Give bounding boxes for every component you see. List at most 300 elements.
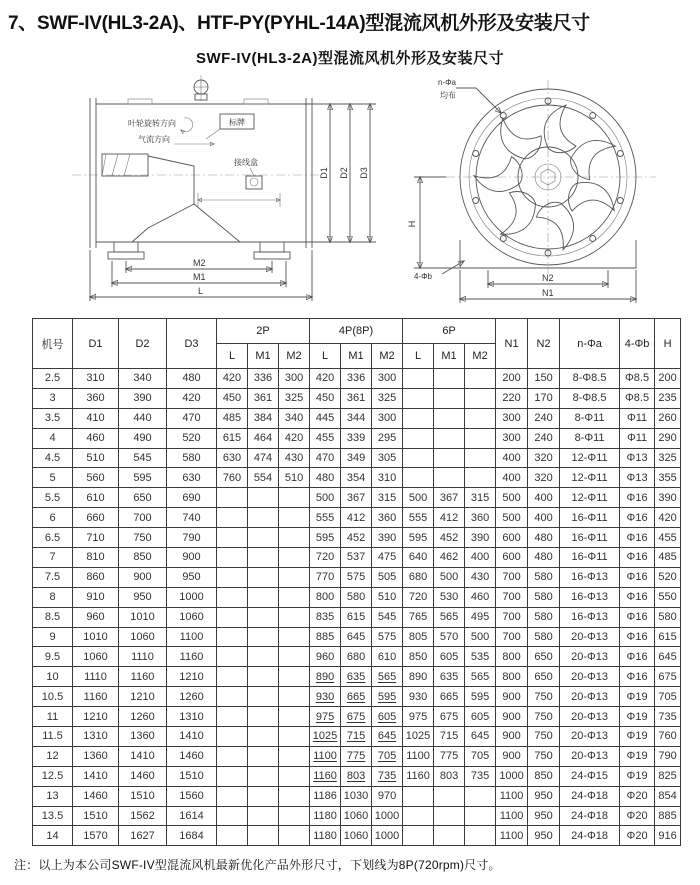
table-row bbox=[33, 369, 681, 389]
table-cell: 390 bbox=[119, 388, 167, 408]
table-cell: 545 bbox=[119, 448, 167, 468]
sub-header-m1: M1 bbox=[434, 344, 465, 369]
table-cell: 325 bbox=[279, 388, 310, 408]
table-cell bbox=[279, 508, 310, 528]
table-cell: 775 bbox=[341, 746, 372, 766]
table-cell: 300 bbox=[372, 369, 403, 389]
table-row bbox=[33, 786, 681, 806]
table-cell: 500 bbox=[496, 508, 528, 528]
table-cell: Φ20 bbox=[620, 786, 655, 806]
table-cell: 575 bbox=[341, 567, 372, 587]
table-cell: 960 bbox=[73, 607, 119, 627]
table-cell: 6.5 bbox=[33, 528, 73, 548]
table-cell: 325 bbox=[372, 388, 403, 408]
casing-outline bbox=[90, 98, 312, 248]
table-cell: Φ16 bbox=[620, 528, 655, 548]
table-cell: 315 bbox=[372, 488, 403, 508]
table-cell: 1210 bbox=[73, 707, 119, 727]
table-cell: 750 bbox=[528, 687, 560, 707]
table-cell: 410 bbox=[73, 408, 119, 428]
table-cell bbox=[217, 746, 248, 766]
table-cell: 1186 bbox=[310, 786, 341, 806]
dim-n2-label: N2 bbox=[542, 273, 554, 283]
table-cell: 200 bbox=[655, 369, 681, 389]
holes-top-leader bbox=[456, 88, 501, 113]
table-cell bbox=[248, 707, 279, 727]
table-cell: 300 bbox=[279, 369, 310, 389]
table-cell: 1160 bbox=[119, 667, 167, 687]
table-row bbox=[33, 766, 681, 786]
table-cell bbox=[434, 369, 465, 389]
table-row bbox=[33, 667, 681, 687]
table-cell bbox=[403, 408, 434, 428]
table-cell: 715 bbox=[434, 727, 465, 747]
table-cell: 615 bbox=[217, 428, 248, 448]
table-cell: 675 bbox=[341, 707, 372, 727]
table-cell: 300 bbox=[496, 408, 528, 428]
table-cell bbox=[434, 826, 465, 846]
col-header-h: H bbox=[655, 319, 681, 369]
table-cell bbox=[217, 528, 248, 548]
table-cell: 240 bbox=[528, 428, 560, 448]
table-cell: 360 bbox=[465, 508, 496, 528]
dim-m2-label: M2 bbox=[193, 258, 206, 268]
table-cell: 336 bbox=[341, 369, 372, 389]
table-row bbox=[33, 567, 681, 587]
table-cell: 735 bbox=[465, 766, 496, 786]
table-cell: 595 bbox=[119, 468, 167, 488]
table-cell: 960 bbox=[310, 647, 341, 667]
table-cell: 430 bbox=[465, 567, 496, 587]
table-cell: 580 bbox=[528, 567, 560, 587]
table-cell: 635 bbox=[434, 667, 465, 687]
table-cell: 550 bbox=[655, 587, 681, 607]
table-cell: 916 bbox=[655, 826, 681, 846]
table-cell: 665 bbox=[341, 687, 372, 707]
junction-box-label: 接线盒 bbox=[234, 158, 258, 167]
table-cell bbox=[217, 508, 248, 528]
table-cell: 20-Φ13 bbox=[560, 727, 620, 747]
table-cell: Φ19 bbox=[620, 727, 655, 747]
table-cell: 615 bbox=[655, 627, 681, 647]
table-cell: 1570 bbox=[73, 826, 119, 846]
table-cell: 474 bbox=[248, 448, 279, 468]
table-cell: 860 bbox=[73, 567, 119, 587]
table-cell bbox=[248, 806, 279, 826]
junction-box bbox=[246, 168, 262, 189]
table-cell: 16-Φ11 bbox=[560, 528, 620, 548]
table-cell: 460 bbox=[465, 587, 496, 607]
table-cell: 900 bbox=[167, 548, 217, 568]
table-cell: 930 bbox=[310, 687, 341, 707]
table-cell: 16-Φ11 bbox=[560, 548, 620, 568]
table-cell: 1060 bbox=[341, 806, 372, 826]
table-cell: 580 bbox=[528, 607, 560, 627]
table-cell bbox=[248, 567, 279, 587]
table-cell: 310 bbox=[73, 369, 119, 389]
table-cell: 1460 bbox=[73, 786, 119, 806]
table-cell: 445 bbox=[310, 408, 341, 428]
table-cell: 24-Φ15 bbox=[560, 766, 620, 786]
table-cell: 740 bbox=[167, 508, 217, 528]
table-cell: 1684 bbox=[167, 826, 217, 846]
rotation-arrow-icon bbox=[181, 118, 193, 132]
table-cell: 595 bbox=[403, 528, 434, 548]
table-cell: 890 bbox=[403, 667, 434, 687]
table-cell bbox=[403, 388, 434, 408]
table-cell: 3.5 bbox=[33, 408, 73, 428]
table-cell: 700 bbox=[119, 508, 167, 528]
table-row bbox=[33, 388, 681, 408]
table-cell: 500 bbox=[434, 567, 465, 587]
table-cell: 605 bbox=[372, 707, 403, 727]
table-cell: 20-Φ13 bbox=[560, 746, 620, 766]
table-cell: 305 bbox=[372, 448, 403, 468]
table-cell: Φ19 bbox=[620, 707, 655, 727]
table-cell bbox=[279, 667, 310, 687]
table-cell bbox=[465, 388, 496, 408]
table-cell bbox=[279, 786, 310, 806]
table-cell: 765 bbox=[403, 607, 434, 627]
table-cell bbox=[434, 806, 465, 826]
table-cell: 1160 bbox=[167, 647, 217, 667]
dim-d3-label: D3 bbox=[359, 167, 369, 179]
table-cell: 367 bbox=[341, 488, 372, 508]
table-cell bbox=[403, 428, 434, 448]
table-cell: 412 bbox=[434, 508, 465, 528]
dimension-h bbox=[414, 177, 460, 268]
table-cell: 705 bbox=[372, 746, 403, 766]
table-cell: 610 bbox=[73, 488, 119, 508]
table-cell bbox=[217, 647, 248, 667]
table-row bbox=[33, 528, 681, 548]
table-cell: 595 bbox=[310, 528, 341, 548]
table-cell bbox=[465, 428, 496, 448]
table-row bbox=[33, 488, 681, 508]
table-cell bbox=[217, 627, 248, 647]
table-cell: 400 bbox=[528, 508, 560, 528]
table-cell: 650 bbox=[528, 647, 560, 667]
table-cell: 750 bbox=[119, 528, 167, 548]
table-cell bbox=[217, 786, 248, 806]
table-cell: 650 bbox=[119, 488, 167, 508]
table-cell: 367 bbox=[434, 488, 465, 508]
table-cell: 510 bbox=[279, 468, 310, 488]
table-cell: 10.5 bbox=[33, 687, 73, 707]
table-cell bbox=[279, 687, 310, 707]
table-cell: 1060 bbox=[167, 607, 217, 627]
table-header bbox=[33, 319, 681, 369]
table-cell bbox=[248, 627, 279, 647]
table-cell: 950 bbox=[528, 826, 560, 846]
table-cell: 1560 bbox=[167, 786, 217, 806]
table-cell bbox=[403, 468, 434, 488]
table-cell: 630 bbox=[167, 468, 217, 488]
table-cell bbox=[217, 826, 248, 846]
table-cell: 790 bbox=[167, 528, 217, 548]
table-cell: 10 bbox=[33, 667, 73, 687]
table-cell: 690 bbox=[167, 488, 217, 508]
table-cell: 1010 bbox=[119, 607, 167, 627]
table-cell bbox=[248, 548, 279, 568]
table-cell: 384 bbox=[248, 408, 279, 428]
table-cell: 170 bbox=[528, 388, 560, 408]
table-cell: 1510 bbox=[73, 806, 119, 826]
table-cell: 645 bbox=[341, 627, 372, 647]
table-cell: Φ16 bbox=[620, 647, 655, 667]
table-cell: 1000 bbox=[496, 766, 528, 786]
table-cell: 530 bbox=[434, 587, 465, 607]
table-cell: 1614 bbox=[167, 806, 217, 826]
table-cell: 16-Φ13 bbox=[560, 607, 620, 627]
table-cell: 400 bbox=[528, 488, 560, 508]
table-cell: 800 bbox=[310, 587, 341, 607]
table-cell: 462 bbox=[434, 548, 465, 568]
table-cell: 900 bbox=[496, 687, 528, 707]
table-cell bbox=[248, 746, 279, 766]
table-cell: 675 bbox=[655, 667, 681, 687]
table-cell: Φ20 bbox=[620, 826, 655, 846]
table-cell: 1310 bbox=[73, 727, 119, 747]
table-cell: 1180 bbox=[310, 826, 341, 846]
table-cell: Φ16 bbox=[620, 508, 655, 528]
table-cell: 800 bbox=[496, 667, 528, 687]
table-cell: 6 bbox=[33, 508, 73, 528]
table-cell bbox=[217, 687, 248, 707]
table-cell: 320 bbox=[528, 468, 560, 488]
table-cell: 12.5 bbox=[33, 766, 73, 786]
table-cell: 1160 bbox=[403, 766, 434, 786]
holes-top-label: n-Φa bbox=[438, 78, 456, 87]
table-cell bbox=[248, 528, 279, 548]
sub-header-m1: M1 bbox=[248, 344, 279, 369]
table-cell: 1210 bbox=[167, 667, 217, 687]
table-cell: 1000 bbox=[167, 587, 217, 607]
table-cell: 535 bbox=[465, 647, 496, 667]
table-cell: 520 bbox=[167, 428, 217, 448]
table-cell: 600 bbox=[496, 548, 528, 568]
table-cell: 580 bbox=[655, 607, 681, 627]
table-cell: 580 bbox=[341, 587, 372, 607]
table-cell: 950 bbox=[528, 786, 560, 806]
holes-bottom-label: 4-Φb bbox=[414, 272, 432, 281]
fan-front-view-drawing bbox=[398, 72, 698, 310]
table-cell: 805 bbox=[403, 627, 434, 647]
table-cell: 537 bbox=[341, 548, 372, 568]
table-cell: 315 bbox=[465, 488, 496, 508]
table-cell: 605 bbox=[434, 647, 465, 667]
table-cell: 645 bbox=[372, 727, 403, 747]
table-cell: 7.5 bbox=[33, 567, 73, 587]
table-cell: 735 bbox=[372, 766, 403, 786]
table-cell: 420 bbox=[167, 388, 217, 408]
table-cell: 20-Φ13 bbox=[560, 707, 620, 727]
table-cell: 320 bbox=[528, 448, 560, 468]
table-cell: 150 bbox=[528, 369, 560, 389]
table-cell: 565 bbox=[372, 667, 403, 687]
table-cell: 680 bbox=[341, 647, 372, 667]
table-cell: 9.5 bbox=[33, 647, 73, 667]
table-cell: 412 bbox=[341, 508, 372, 528]
table-cell: 1260 bbox=[167, 687, 217, 707]
table-cell: 390 bbox=[655, 488, 681, 508]
col-header-4-phi-b: 4-Φb bbox=[620, 319, 655, 369]
table-cell: 595 bbox=[465, 687, 496, 707]
table-cell: 885 bbox=[655, 806, 681, 826]
table-cell: 1627 bbox=[119, 826, 167, 846]
table-cell: 12 bbox=[33, 746, 73, 766]
table-cell: 650 bbox=[528, 667, 560, 687]
table-cell bbox=[217, 766, 248, 786]
table-cell: 750 bbox=[528, 707, 560, 727]
table-cell bbox=[434, 408, 465, 428]
dim-d2-label: D2 bbox=[339, 167, 349, 179]
table-cell: 361 bbox=[248, 388, 279, 408]
table-cell: 500 bbox=[310, 488, 341, 508]
table-cell: 12-Φ11 bbox=[560, 488, 620, 508]
table-cell: 810 bbox=[73, 548, 119, 568]
table-cell: 260 bbox=[655, 408, 681, 428]
table-cell: 1100 bbox=[310, 746, 341, 766]
table-cell bbox=[279, 488, 310, 508]
table-cell: 595 bbox=[372, 687, 403, 707]
footnote: 注：以上为本公司SWF-IV型混流风机最新优化产品外形尺寸，下划线为8P(720rpm)尺寸。 bbox=[14, 858, 501, 873]
table-cell: 705 bbox=[655, 687, 681, 707]
table-cell: 565 bbox=[434, 607, 465, 627]
table-cell: 1510 bbox=[119, 786, 167, 806]
table-cell bbox=[403, 448, 434, 468]
table-cell: 1160 bbox=[73, 687, 119, 707]
table-body bbox=[33, 369, 681, 846]
table-cell: 615 bbox=[341, 607, 372, 627]
table-row bbox=[33, 826, 681, 846]
table-row bbox=[33, 508, 681, 528]
table-cell bbox=[217, 667, 248, 687]
table-cell: 420 bbox=[310, 369, 341, 389]
table-cell: 803 bbox=[341, 766, 372, 786]
table-cell: 1360 bbox=[73, 746, 119, 766]
table-cell: 336 bbox=[248, 369, 279, 389]
table-cell: 900 bbox=[496, 727, 528, 747]
table-cell: 750 bbox=[528, 727, 560, 747]
table-cell: 1000 bbox=[372, 826, 403, 846]
table-cell: 1460 bbox=[167, 746, 217, 766]
col-header-n1: N1 bbox=[496, 319, 528, 369]
col-header-jihao: 机号 bbox=[33, 319, 73, 369]
table-cell bbox=[217, 607, 248, 627]
table-cell: 700 bbox=[496, 627, 528, 647]
table-cell: 13.5 bbox=[33, 806, 73, 826]
table-cell: 485 bbox=[217, 408, 248, 428]
table-cell: 700 bbox=[496, 567, 528, 587]
table-cell: 520 bbox=[655, 567, 681, 587]
table-cell bbox=[217, 587, 248, 607]
table-cell: 485 bbox=[655, 548, 681, 568]
table-cell: Φ19 bbox=[620, 746, 655, 766]
table-cell: 1060 bbox=[119, 627, 167, 647]
table-cell bbox=[465, 806, 496, 826]
sub-header-m2: M2 bbox=[465, 344, 496, 369]
dim-l-label: L bbox=[198, 286, 204, 296]
table-cell: 1060 bbox=[73, 647, 119, 667]
table-cell: Φ11 bbox=[620, 428, 655, 448]
table-cell: 480 bbox=[528, 528, 560, 548]
table-cell bbox=[465, 786, 496, 806]
table-cell: 430 bbox=[279, 448, 310, 468]
table-cell: 1030 bbox=[341, 786, 372, 806]
table-cell: 850 bbox=[119, 548, 167, 568]
table-cell: 605 bbox=[465, 707, 496, 727]
table-cell: 355 bbox=[655, 468, 681, 488]
table-cell bbox=[248, 786, 279, 806]
table-cell: 1000 bbox=[372, 806, 403, 826]
table-cell: 610 bbox=[372, 647, 403, 667]
table-cell: 339 bbox=[341, 428, 372, 448]
drawings-section bbox=[0, 72, 700, 310]
table-cell bbox=[248, 508, 279, 528]
table-cell: 452 bbox=[434, 528, 465, 548]
table-cell bbox=[434, 786, 465, 806]
table-cell: 1100 bbox=[496, 826, 528, 846]
table-cell: 825 bbox=[655, 766, 681, 786]
table-cell bbox=[248, 587, 279, 607]
motor-and-cone bbox=[102, 154, 280, 242]
table-cell bbox=[217, 806, 248, 826]
table-cell: 455 bbox=[310, 428, 341, 448]
table-cell: 464 bbox=[248, 428, 279, 448]
dimension-table bbox=[32, 318, 681, 846]
table-cell: 460 bbox=[73, 428, 119, 448]
table-cell: 470 bbox=[167, 408, 217, 428]
table-cell: Φ16 bbox=[620, 488, 655, 508]
feet bbox=[108, 242, 290, 259]
table-cell: 1260 bbox=[119, 707, 167, 727]
table-cell: Φ19 bbox=[620, 766, 655, 786]
table-cell: 455 bbox=[655, 528, 681, 548]
table-cell: Φ16 bbox=[620, 607, 655, 627]
table-cell: Φ13 bbox=[620, 468, 655, 488]
table-cell: 975 bbox=[403, 707, 434, 727]
sub-header-m1: M1 bbox=[341, 344, 372, 369]
table-cell: 420 bbox=[279, 428, 310, 448]
page-title: 7、SWF-IV(HL3-2A)、HTF-PY(PYHL-14A)型混流风机外形及安装尺寸 bbox=[8, 13, 590, 34]
table-cell: 554 bbox=[248, 468, 279, 488]
table-cell: 13 bbox=[33, 786, 73, 806]
table-cell bbox=[279, 647, 310, 667]
table-cell: 235 bbox=[655, 388, 681, 408]
table-cell: 500 bbox=[496, 488, 528, 508]
table-cell: 630 bbox=[217, 448, 248, 468]
table-cell: 452 bbox=[341, 528, 372, 548]
page-subtitle: SWF-IV(HL3-2A)型混流风机外形及安装尺寸 bbox=[196, 50, 504, 67]
table-cell: 8-Φ11 bbox=[560, 408, 620, 428]
table-cell: 8-Φ8.5 bbox=[560, 388, 620, 408]
table-cell: 720 bbox=[310, 548, 341, 568]
table-cell: 555 bbox=[403, 508, 434, 528]
table-cell bbox=[465, 408, 496, 428]
table-cell: 480 bbox=[528, 548, 560, 568]
table-cell: 800 bbox=[496, 647, 528, 667]
table-cell: 1562 bbox=[119, 806, 167, 826]
table-row bbox=[33, 468, 681, 488]
table-cell: 510 bbox=[73, 448, 119, 468]
sub-header-m2: M2 bbox=[372, 344, 403, 369]
table-row bbox=[33, 448, 681, 468]
table-row bbox=[33, 707, 681, 727]
table-cell bbox=[248, 488, 279, 508]
table-cell bbox=[434, 448, 465, 468]
table-cell: 1460 bbox=[119, 766, 167, 786]
